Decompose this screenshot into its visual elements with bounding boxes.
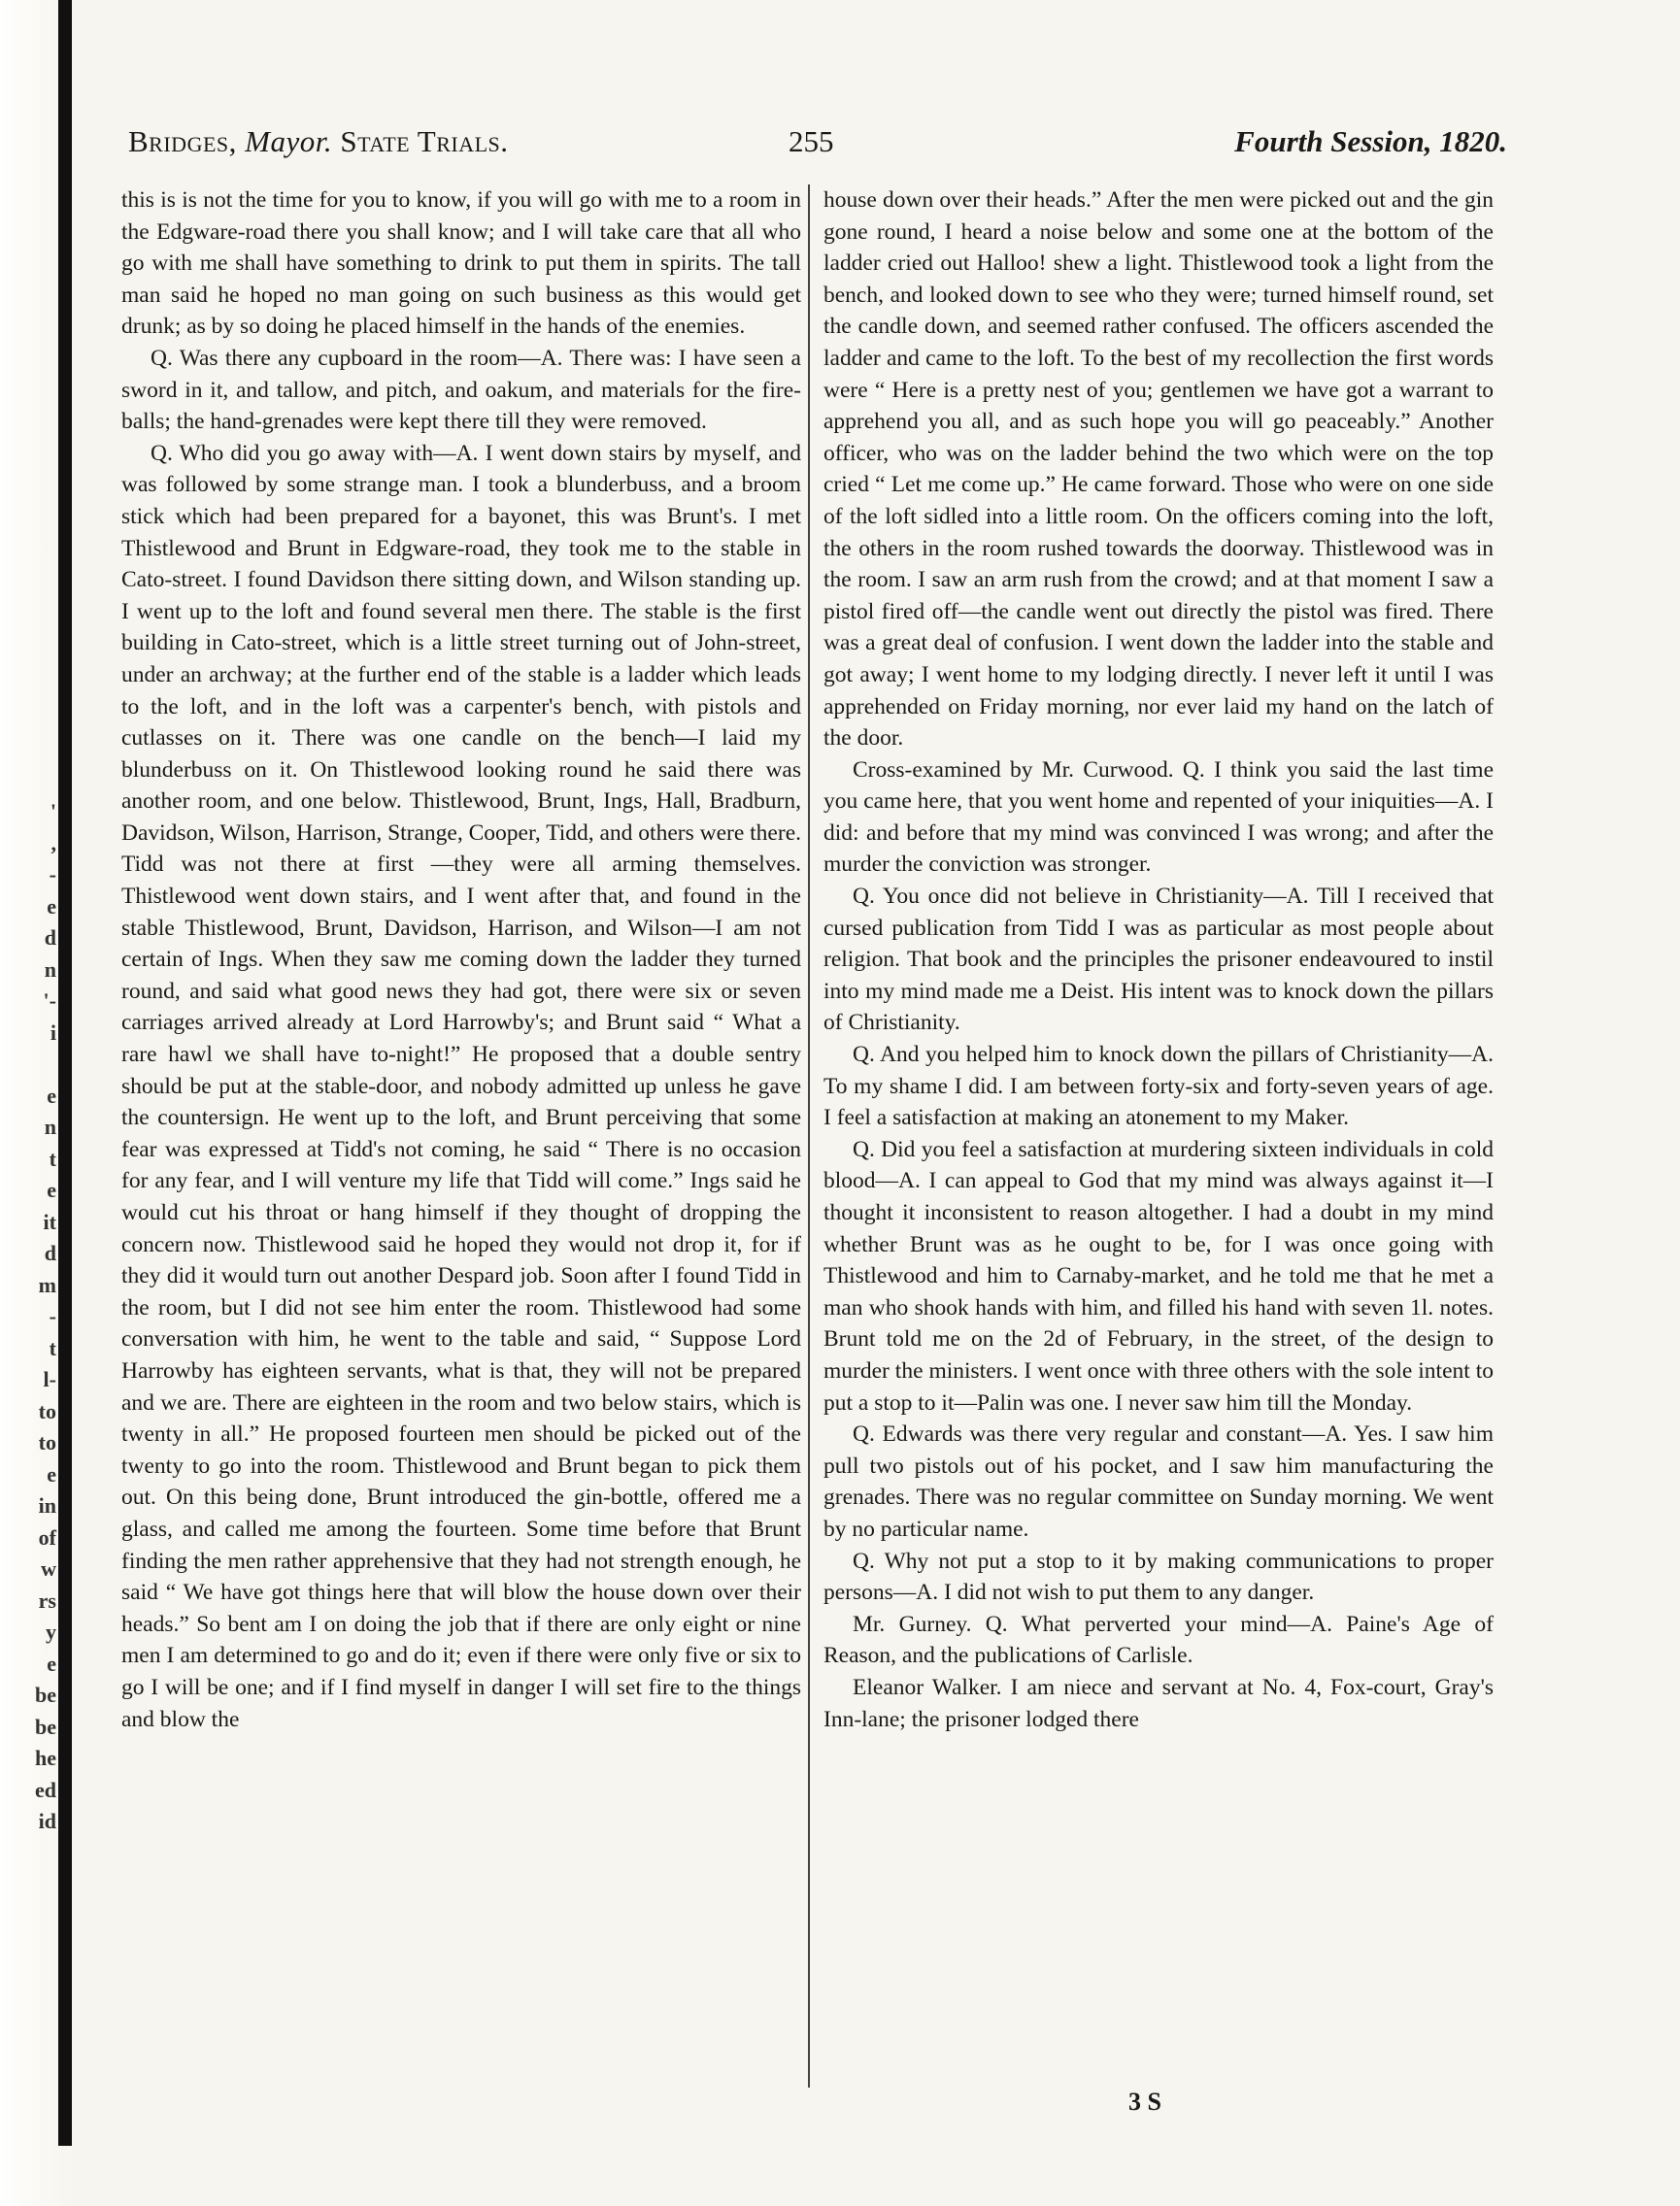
margin-fragment: w [41,1556,56,1581]
column-divider [808,184,810,2088]
margin-fragment: of [38,1524,56,1550]
margin-fragment: n [44,1115,56,1139]
running-header [128,124,1507,167]
margin-fragment: l- [43,1367,56,1391]
paragraph: Eleanor Walker. I am niece and servant at No. 4, Fox-court, Gray's Inn-lane; the prisoner lodged there [823,1674,1494,1732]
margin-fragment: m [38,1272,56,1297]
margin-fragment: e [47,1178,56,1202]
margin-fragment: ' [50,799,56,823]
margin-fragment: i [50,1019,56,1045]
margin-fragment: be [35,1683,56,1707]
paragraph: Q. Edwards was there very regular and constant—A. Yes. I saw him pull two pistols out of his pocket, and I saw him manufacturing the grenades. There was no regular committee on Sunday morning. We went by no particular name. [823,1421,1494,1542]
margin-fragment: '- [43,988,56,1013]
paragraph: Q. Why not put a stop to it by making communications to proper persons—A. I did not wish to put them to any danger. [823,1548,1494,1606]
paragraph: Q. And you helped him to knock down the pillars of Christianity—A. To my shame I did. I am between forty-six and forty-seven years of age. I feel a satisfaction at making an atonement to my Maker. [823,1042,1494,1131]
paragraph: Q. Who did you go away with—A. I went down stairs by myself, and was followed by some strange man. I took a blunderbuss, and a broom stick which had been prepared for a bayonet, this was Brunt's. I met Thistlewood and Brunt in Edgware-road, they took me to the stable in Cato-street. I found Davidson there sitting down, and Wilson standing up. I went up to the loft and found several men there. The stable is the first building in Cato-street, which is a little street turning out of John-street, under an archway; at the further end of the stable is a ladder which leads to the loft, and in the loft was a carpenter's bench, with pistols and cutlasses on it. There was one candle on the bench—I laid my blunderbuss on it. On Thistlewood looking round he said there was another room, and one below. Thistlewood, Brunt, Ings, Hall, Bradburn, Davidson, Wilson, Harrison, Strange, Cooper, Tidd, and others were there. Tidd was not there at first —they were all arming themselves. Thistlewood went down stairs, and I went after that, and found in the stable Thistlewood, Brunt, Davidson, Harrison, and Wilson—I am not certain of Ings. When they saw me coming down the ladder they turned round, and said what good news they had got, there were six or seven carriages arrived already at Lord Harrowby's; and Brunt said “ What a rare hawl we shall have to-night!” He proposed that a double sentry should be put at the stable-door, and nobody admitted up unless he gave the countersign. He went up to the loft, and Brunt perceiving that some fear was expressed at Tidd's not coming, he said “ There is no occasion for any fear, and I will venture my life that Tidd will come.” Ings said he would cut his throat or hang himself if they thought of dropping the concern now. Thistlewood said he hoped they would not drop it, for if they did it would turn out another Despard job. Soon after I found Tidd in the room, but I did not see him enter the room. Thistlewood had some conversation with him, he went to the table and said, “ Suppose Lord Harrowby has eighteen servants, what is that, they will not be prepared and we are. There are eighteen in the room and two below stairs, which is twenty in all.” He proposed fourteen men should be picked out of the twenty to go into the room. Thistlewood and Brunt began to pick them out. On this being done, Brunt introduced the gin-bottle, offered me a glass, and called me among the fourteen. Some time before that Brunt finding the men rather apprehensive that they had not strength enough, he said “ We have got things here that will blow the house down over their heads.” So bent am I on doing the job that if there are only eight or nine men I am determined to go and do it; even if there were only five or six to go I will be one; and if I find myself in danger I will set fire to the things and blow the [121,440,801,1732]
margin-fragment: t [49,1146,56,1171]
margin-fragment: to [38,1398,56,1423]
margin-fragment: e [47,1461,56,1487]
margin-fragment: rs [38,1588,56,1613]
margin-fragment: e [47,1083,56,1108]
margin-fragment: d [44,925,56,950]
paragraph: this is is not the time for you to know, if you will go with me to a room in the Edgware-road there you shall know; and I will take care that all who go with me shall have something to drink to put them in spirits. The tall man said he hoped no man going on such business as this would get drunk; as by so doing he placed himself in the hands of the enemies. [121,187,801,340]
margin-fragment: it [43,1209,56,1234]
margin-fragment: - [49,1304,56,1328]
margin-fragment: - [49,862,56,886]
paragraph: Mr. Gurney. Q. What perverted your mind—A. Paine's Age of Reason, and the publications of Carlisle. [823,1611,1494,1669]
paragraph: house down over their heads.” After the men were picked out and the gin gone round, I heard a noise below and some one at the bottom of the ladder cried out Halloo! shew a light. Thistlewood took a light from the bench, and looked down to see who they were; turned himself round, set the candle down, and seemed rather confused. The officers ascended the ladder and came to the loft. To the best of my recollection the first words were “ Here is a pretty nest of you; gentlemen we have got a warrant to apprehend you all, and as such hope you will go peaceably.” Another officer, who was on the ladder behind the two which were on the top cried “ Let me come up.” He came forward. Those who were on one side of the loft sidled into a little room. On the officers coming into the loft, the others in the room rushed towards the doorway. Thistlewood was in the room. I saw an arm rush from the crowd; and at that moment I saw a pistol fired off—the candle went out directly the pistol was fired. There was a great deal of confusion. I went down the ladder into the stable and got away; I went home to my lodging directly. I never left it until I was apprehended on Friday morning, nor ever laid my hand on the latch of the door. [823,187,1494,752]
margin-fragment: ed [35,1777,56,1802]
page-number: 255 [789,124,834,158]
margin-fragment: be [35,1714,56,1739]
margin-fragment: in [38,1493,56,1518]
paragraph: Cross-examined by Mr. Curwood. Q. I think you said the last time you came here, that you went home and repented of your iniquities—A. I did: and before that my mind was convinced I was wrong; and after the murder the conviction was stronger. [823,756,1494,878]
margin-fragment: d [44,1241,56,1265]
margin-fragment: id [38,1809,56,1833]
header-series: State Trials. [340,124,509,158]
signature-mark: 3 S [1128,2088,1161,2116]
margin-fragment: t [49,1335,56,1360]
paragraph: Q. Was there any cupboard in the room—A. There was: I have seen a sword in it, and tallow, and pitch, and oakum, and materials for the fire-balls; the hand-grenades were kept there till they were removed. [121,345,801,435]
binding-gutter-line [58,0,72,2146]
header-title: Mayor. [245,124,333,158]
margin-fragment: n [44,956,56,982]
header-name: Bridges, [128,124,237,158]
paragraph: Q. Did you feel a satisfaction at murdering sixteen individuals in cold blood—A. I can appeal to God that my mind was always against it—I thought it inconsistent to reason altogether. I had a doubt in my mind whether Brunt was as he ought to be, for I was once going with Thistlewood and him to Carnaby-market, and he told me that he met a man who shook hands with him, and filled his hand with seven 1l. notes. Brunt told me on the 2d of February, in the street, of the design to murder the ministers. I went once with three others with the sole intent to put a stop to it—Palin was one. I never saw him till the Monday. [823,1136,1494,1416]
margin-fragment: , [50,830,56,855]
margin-fragment: e [47,893,56,919]
margin-fragment: he [35,1746,56,1770]
right-text-column [823,184,1494,1735]
margin-bleed-through-text [0,796,56,1838]
header-left [128,124,509,159]
margin-fragment: to [38,1430,56,1454]
margin-fragment [0,1049,56,1081]
margin-fragment: y [46,1620,56,1644]
left-text-column [121,184,801,1735]
margin-fragment: e [47,1651,56,1676]
paragraph: Q. You once did not believe in Christianity—A. Till I received that cursed publication from Tidd I was as particular as most people about religion. That book and the principles the prisoner endeavoured to instil into my mind made me a Deist. His intent was to knock down the pillars of Christianity. [823,884,1494,1036]
header-session: Fourth Session, 1820. [1234,124,1507,158]
